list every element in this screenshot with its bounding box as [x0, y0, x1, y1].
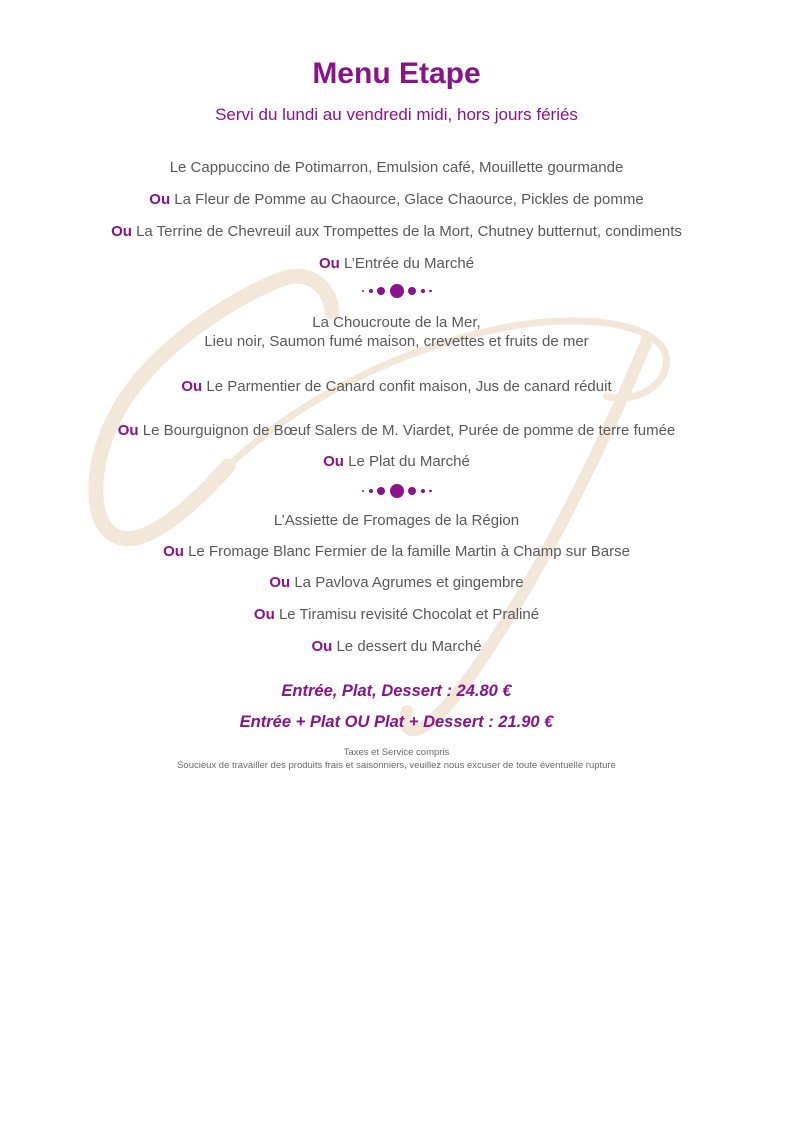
separator-dot-icon: [429, 290, 432, 293]
page-subtitle: Servi du lundi au vendredi midi, hors jours fériés: [215, 105, 578, 124]
menu-item-text: Le Fromage Blanc Fermier de la famille Martin à Champ sur Barse: [188, 543, 630, 560]
separator-dot-icon: [362, 290, 365, 293]
or-prefix: Ou: [323, 453, 344, 470]
dots-separator: [0, 484, 793, 498]
or-prefix: Ou: [111, 223, 132, 240]
separator-dot-icon: [362, 490, 365, 493]
footer-note: Soucieux de travailler des produits frais et saisonniers, veuillez nous excuser de toute éventuelle rupture: [177, 760, 616, 771]
menu-item-text: Le Cappuccino de Potimarron, Emulsion café, Mouillette gourmande: [169, 159, 624, 176]
starter-item: [0, 222, 793, 242]
or-prefix: Ou: [269, 574, 291, 591]
menu-item-text: Le dessert du Marché: [336, 638, 482, 655]
or-prefix: Ou: [117, 422, 139, 439]
separator-dot-icon: [408, 487, 416, 495]
main-course-item: [0, 452, 793, 472]
menu-item-text: L’Entrée du Marché: [343, 255, 475, 272]
separator-dot-icon: [369, 489, 373, 493]
starter-item: [0, 158, 793, 178]
separator-dot-icon: [390, 284, 404, 298]
menu-item-text: La Pavlova Agrumes et gingembre: [294, 574, 524, 591]
separator-dot-icon: [377, 287, 385, 295]
menu-item-text: La Terrine de Chevreuil aux Trompettes de la Mort, Chutney butternut, condiments: [136, 223, 682, 240]
separator-dot-icon: [421, 289, 425, 293]
main-course-item: [0, 377, 793, 397]
dessert-item: [0, 605, 793, 625]
separator-dot-icon: [421, 489, 425, 493]
page-title: Menu Etape: [312, 57, 481, 90]
or-prefix: Ou: [163, 543, 184, 560]
or-prefix: Ou: [311, 638, 333, 655]
or-prefix: Ou: [149, 191, 171, 208]
main-course-item: [0, 313, 793, 351]
or-prefix: Ou: [253, 606, 275, 623]
separator-dot-icon: [408, 287, 416, 295]
dessert-item: [0, 542, 793, 562]
menu-item-text: Le Bourguignon de Bœuf Salers de M. Viardet, Purée de pomme de terre fumée: [142, 422, 676, 439]
footer-note: Taxes et Service compris: [343, 747, 450, 758]
menu-item-text: Le Tiramisu revisité Chocolat et Praliné: [278, 606, 540, 623]
separator-dot-icon: [377, 487, 385, 495]
starter-item: [0, 190, 793, 210]
dessert-item: [0, 511, 793, 531]
main-course-item: [0, 421, 793, 441]
separator-dot-icon: [429, 490, 432, 493]
menu-item-line: La Choucroute de la Mer,: [312, 314, 481, 331]
dessert-item: [0, 637, 793, 657]
dessert-item: [0, 573, 793, 593]
starter-item: [0, 254, 793, 274]
menu-item-line: Lieu noir, Saumon fumé maison, crevettes et fruits de mer: [204, 333, 589, 350]
price-line: Entrée, Plat, Dessert : 24.80 €: [281, 682, 512, 700]
separator-dot-icon: [369, 289, 373, 293]
or-prefix: Ou: [181, 378, 203, 395]
or-prefix: Ou: [318, 255, 340, 272]
menu-item-text: La Fleur de Pomme au Chaource, Glace Chaource, Pickles de pomme: [174, 191, 644, 208]
menu-item-text: Le Parmentier de Canard confit maison, Jus de canard réduit: [206, 378, 612, 395]
price-line: Entrée + Plat OU Plat + Dessert : 21.90 €: [239, 713, 554, 731]
dots-separator: [0, 284, 793, 298]
menu-item-text: Le Plat du Marché: [348, 453, 470, 470]
menu-item-text: L’Assiette de Fromages de la Région: [273, 512, 520, 529]
separator-dot-icon: [390, 484, 404, 498]
